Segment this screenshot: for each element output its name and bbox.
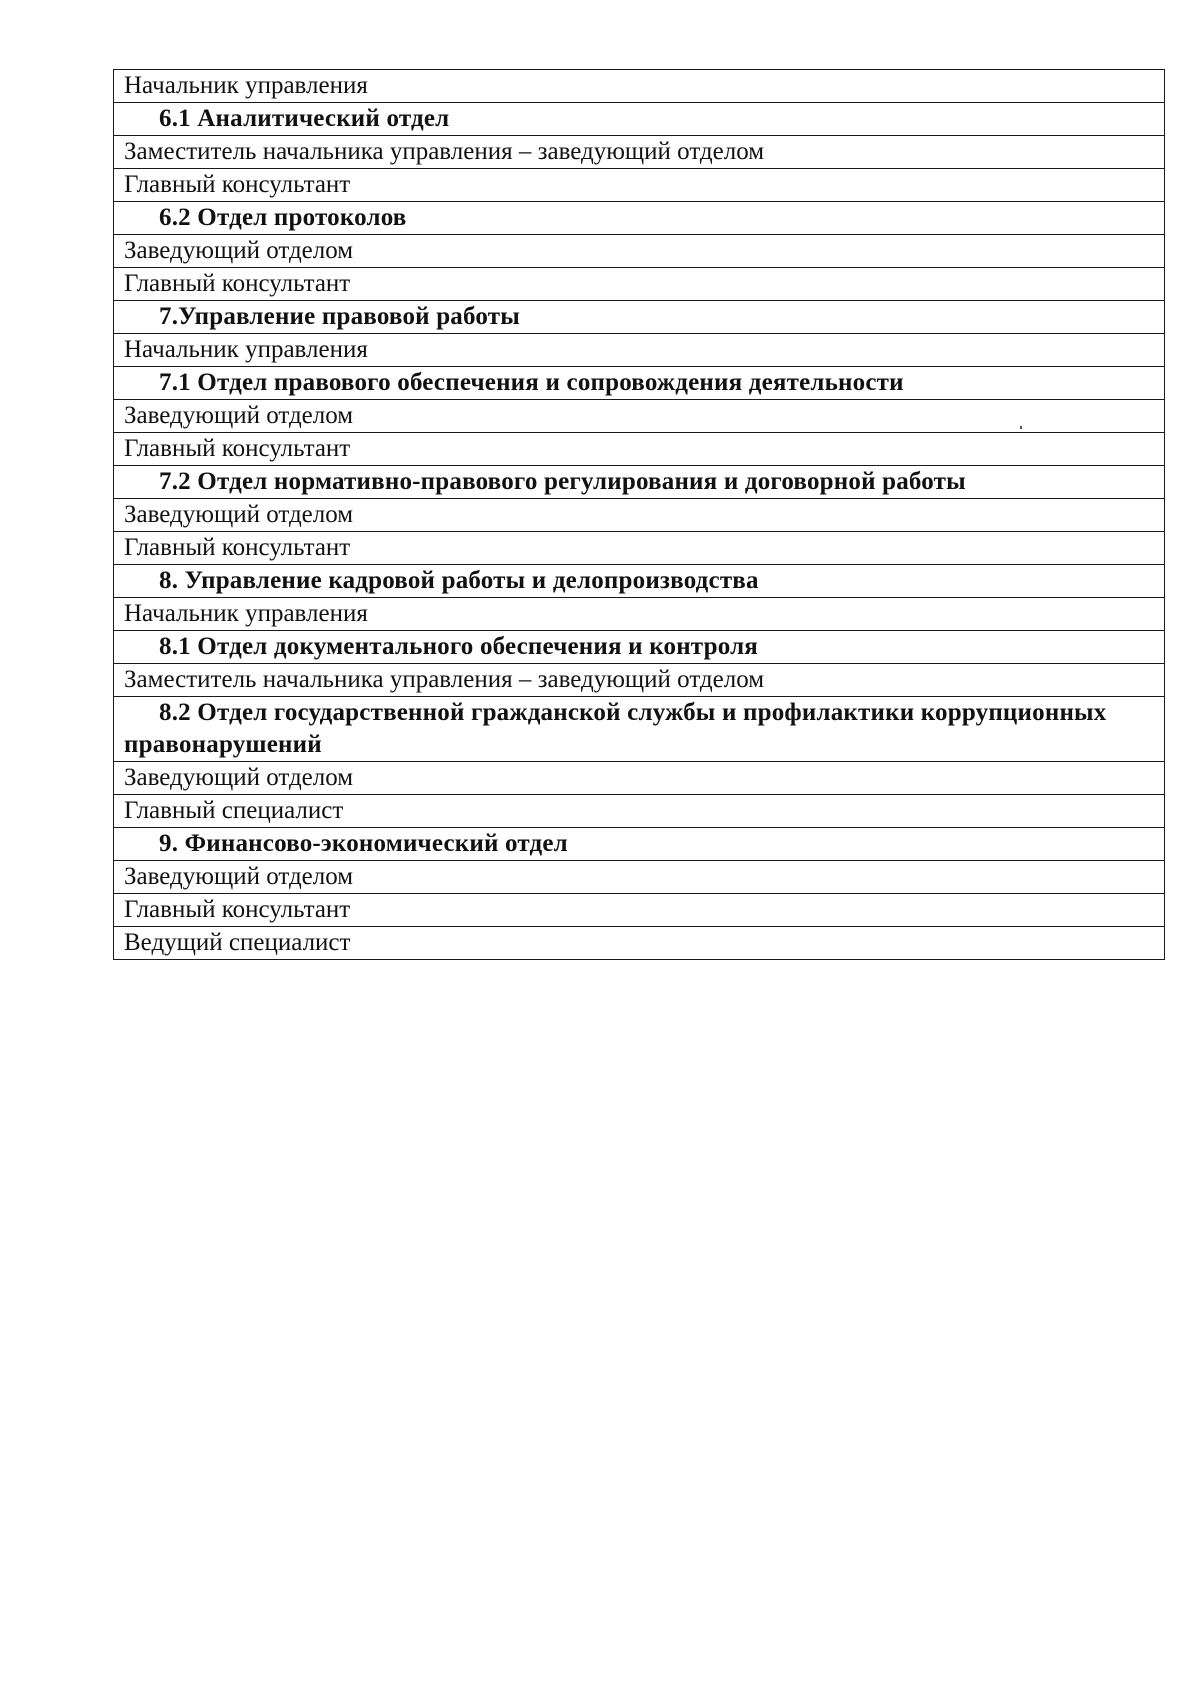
position-title: Главный специалист: [114, 795, 1165, 828]
position-title: Начальник управления: [114, 598, 1165, 631]
table-row: [114, 301, 1165, 334]
position-title: Заведующий отделом: [114, 400, 1165, 433]
table-row: [114, 70, 1165, 103]
position-title: Заместитель начальника управления – заведующий отделом: [114, 136, 1165, 169]
department-heading: 7.1 Отдел правового обеспечения и сопровождения деятельности: [114, 367, 1165, 400]
department-heading: 9. Финансово-экономический отдел: [114, 828, 1165, 861]
position-title: Заведующий отделом: [114, 235, 1165, 268]
table-row: [114, 400, 1165, 433]
position-title: Главный консультант: [114, 532, 1165, 565]
table-row: [114, 795, 1165, 828]
table-row: [114, 334, 1165, 367]
table-row: [114, 532, 1165, 565]
table-row: [114, 762, 1165, 795]
position-title: Ведущий специалист: [114, 927, 1165, 960]
position-title: Заведующий отделом: [114, 861, 1165, 894]
table-row: [114, 664, 1165, 697]
table-row: [114, 927, 1165, 960]
table-row: [114, 169, 1165, 202]
table-row: [114, 268, 1165, 301]
position-title: Главный консультант: [114, 169, 1165, 202]
table-row: [114, 499, 1165, 532]
position-title: Заведующий отделом: [114, 499, 1165, 532]
department-heading: 6.1 Аналитический отдел: [114, 103, 1165, 136]
table-row: [114, 136, 1165, 169]
table-row: [114, 631, 1165, 664]
table-row: [114, 367, 1165, 400]
department-heading: 8.1 Отдел документального обеспечения и контроля: [114, 631, 1165, 664]
table-row: [114, 828, 1165, 861]
table-row: [114, 235, 1165, 268]
position-title: Главный консультант: [114, 268, 1165, 301]
table-row: [114, 103, 1165, 136]
table-row: [114, 861, 1165, 894]
table-row: [114, 894, 1165, 927]
position-title: Главный консультант: [114, 433, 1165, 466]
table-row: [114, 565, 1165, 598]
position-title: Начальник управления: [114, 334, 1165, 367]
table-row: [114, 598, 1165, 631]
scan-speck: [1020, 426, 1022, 429]
staff-positions-table: [113, 69, 1165, 960]
position-title: Заместитель начальника управления – заведующий отделом: [114, 664, 1165, 697]
department-heading: 8.2 Отдел государственной гражданской службы и профилактики коррупционных правонарушений: [114, 697, 1165, 762]
position-title: Главный консультант: [114, 894, 1165, 927]
position-title: Заведующий отделом: [114, 762, 1165, 795]
department-heading: 6.2 Отдел протоколов: [114, 202, 1165, 235]
table-body: [114, 70, 1165, 960]
table-row: [114, 697, 1165, 762]
table-row: [114, 202, 1165, 235]
table-row: [114, 433, 1165, 466]
position-title: Начальник управления: [114, 70, 1165, 103]
department-heading: 7.Управление правовой работы: [114, 301, 1165, 334]
department-heading: 8. Управление кадровой работы и делопроизводства: [114, 565, 1165, 598]
table-row: [114, 466, 1165, 499]
department-heading: 7.2 Отдел нормативно-правового регулирования и договорной работы: [114, 466, 1165, 499]
